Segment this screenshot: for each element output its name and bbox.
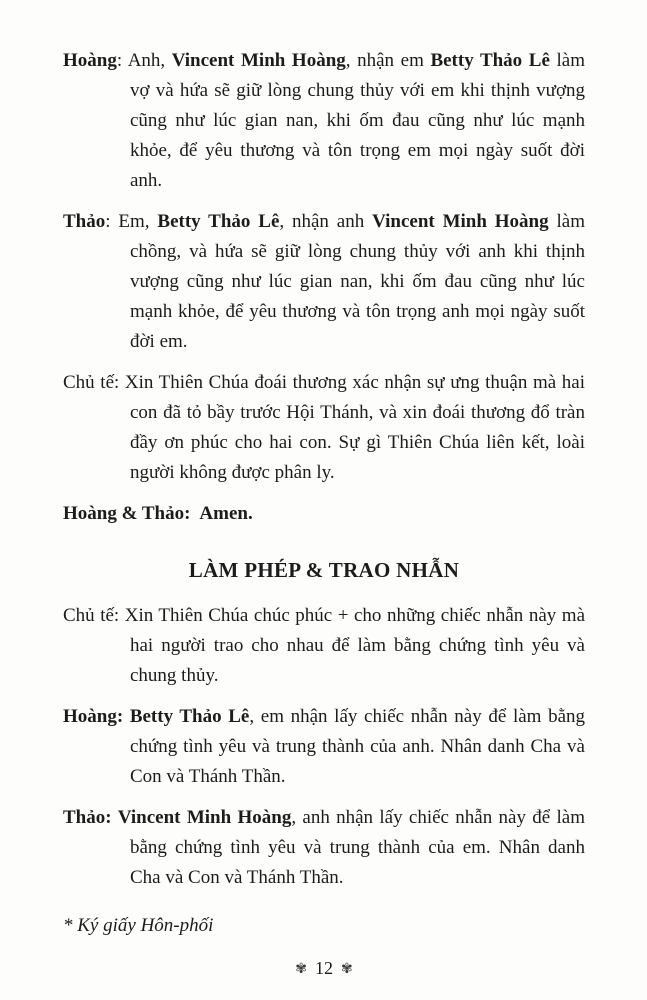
ring-exchange-paragraph-thao — [63, 803, 585, 893]
amen-response-line — [63, 499, 585, 529]
bride-name: Betty Thảo Lê — [129, 706, 250, 727]
marriage-certificate-footnote: * Ký giấy Hôn-phối — [63, 915, 214, 936]
ring-blessing-text: Xin Thiên Chúa chúc phúc + cho những chiếc nhẫn này mà hai người trao cho nhau để làm bằng chứng tình yêu và chung thủy. — [119, 605, 586, 686]
speaker-label-hoang: Hoàng — [63, 50, 117, 71]
vow-text-segment: Anh, — [127, 50, 172, 71]
speaker-label-thao: Thảo: — [63, 807, 112, 828]
groom-name: Vincent Minh Hoàng — [171, 50, 346, 71]
speaker-label-celebrant: Chủ tế: — [63, 605, 120, 626]
bride-name: Betty Thảo Lê — [157, 211, 280, 232]
ring-exchange-text: , anh nhận lấy chiếc nhẫn này để làm bằng chứng tình yêu và trung thành của em. Nhân danh Cha và Con và Thánh Thần. — [130, 807, 585, 888]
ring-exchange-paragraph-hoang — [63, 702, 585, 792]
groom-name: Vincent Minh Hoàng — [372, 211, 549, 232]
speaker-label-celebrant: Chủ tế: — [63, 372, 120, 393]
vow-paragraph-hoang — [63, 46, 585, 196]
vow-text-segment: , nhận anh — [279, 211, 373, 232]
page-number: 12 — [315, 958, 333, 978]
speaker-label-couple: Hoàng & Thảo: — [63, 503, 191, 524]
vow-text-segment: , nhận em — [345, 50, 431, 71]
celebrant-confirmation-paragraph — [63, 368, 585, 488]
florette-ornament-right: ✾ — [341, 961, 353, 977]
vow-text-segment: làm chồng, và hứa sẽ giữ lòng chung thủy với anh khi thịnh vượng cũng như lúc gian nan, khi ốm đau cũng như lúc mạnh khỏe, để yêu thương và tôn trọng anh mọi ngày suốt đời em. — [130, 211, 585, 352]
section-heading-ring-blessing: LÀM PHÉP & TRAO NHẪN — [188, 558, 460, 582]
speaker-label-thao: Thảo — [63, 211, 106, 232]
vow-text-segment: làm vợ và hứa sẽ giữ lòng chung thủy với em khi thịnh vượng cũng như lúc gian nan, khi ốm đau cũng như lúc mạnh khỏe, để yêu thương và tôn trọng em mọi ngày suốt đời anh. — [130, 50, 585, 191]
speaker-label-hoang: Hoàng: — [63, 706, 124, 727]
confirmation-text: Xin Thiên Chúa đoái thương xác nhận sự ưng thuận mà hai con đã tỏ bầy trước Hội Thánh, và xin đoái thương đổ tràn đầy ơn phúc cho hai con. Sự gì Thiên Chúa liên kết, loài người không được phân ly. — [119, 372, 585, 483]
ring-exchange-text: , em nhận lấy chiếc nhẫn này để làm bằng chứng tình yêu và trung thành của anh. Nhân danh Cha và Con và Thánh Thần. — [130, 706, 586, 787]
groom-name: Vincent Minh Hoàng — [117, 807, 292, 828]
bride-name: Betty Thảo Lê — [430, 50, 550, 71]
vow-text-segment: Em, — [118, 211, 158, 232]
label-colon: : — [116, 50, 128, 71]
amen-text: Amen. — [199, 503, 253, 524]
ring-blessing-paragraph — [63, 601, 585, 691]
page-footer — [63, 953, 585, 984]
vow-paragraph-thao — [63, 207, 585, 357]
florette-ornament-left: ✾ — [295, 961, 307, 977]
label-colon: : — [105, 211, 119, 232]
